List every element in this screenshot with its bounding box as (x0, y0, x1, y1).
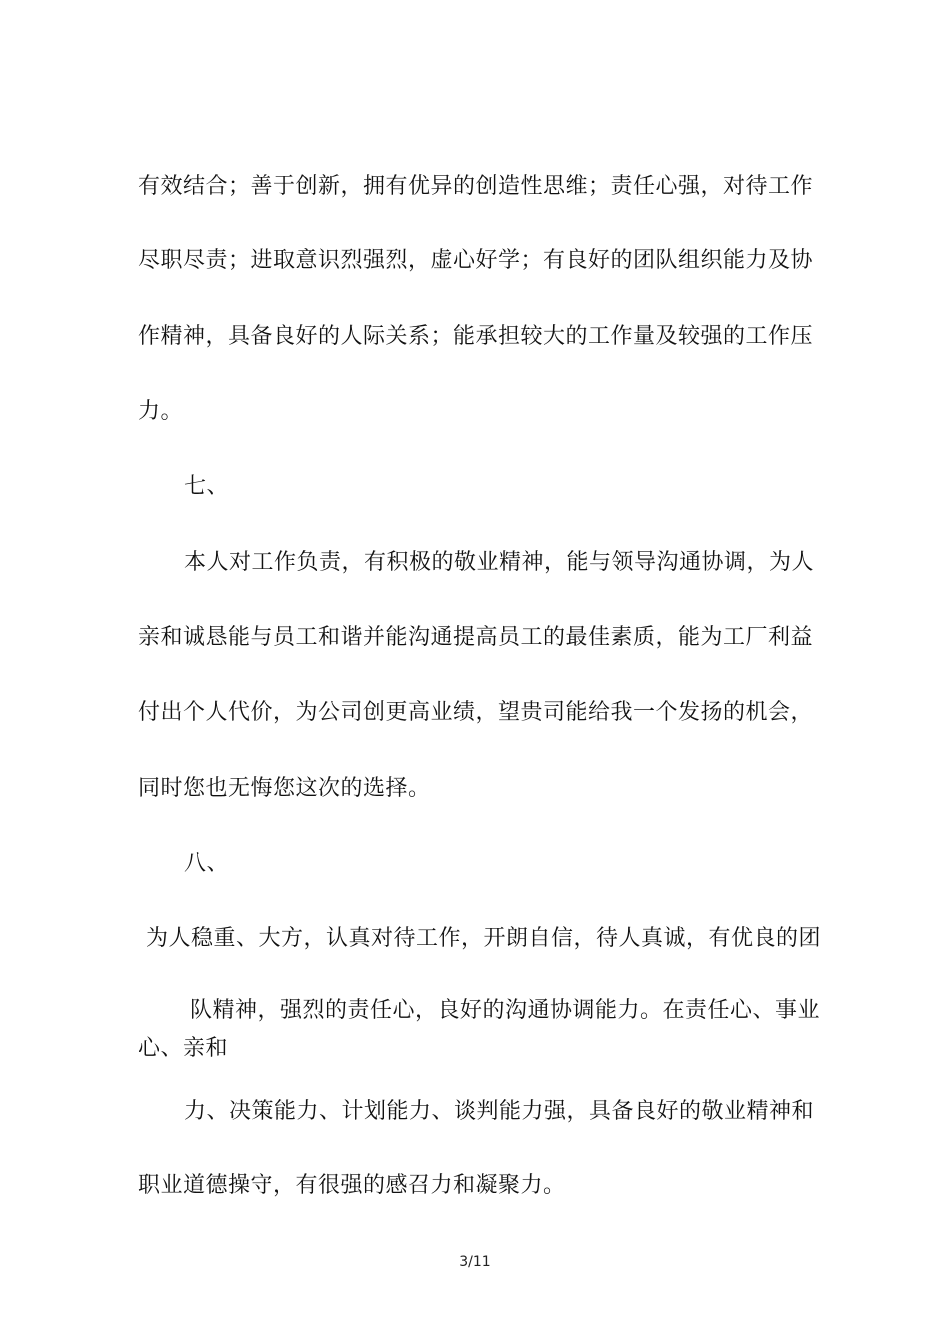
section-heading-8: 八、 (184, 851, 230, 876)
paragraph-line: 同时您也无悔您这次的选择。 (138, 776, 431, 801)
paragraph-line: 职业道德操守，有很强的感召力和凝聚力。 (138, 1173, 566, 1198)
paragraph-line: 队精神，强烈的责任心，良好的沟通协调能力。在责任心、事业 (190, 998, 821, 1023)
paragraph-line: 本人对工作负责，有积极的敬业精神，能与领导沟通协调，为人 (184, 550, 815, 575)
paragraph-line: 有效结合；善于创新，拥有优异的创造性思维；责任心强，对待工作 (138, 174, 814, 199)
paragraph-line: 为人稳重、大方，认真对待工作，开朗自信，待人真诚，有优良的团 (146, 926, 822, 951)
paragraph-line: 作精神，具备良好的人际关系；能承担较大的工作量及较强的工作压 (138, 324, 814, 349)
paragraph-line: 付出个人代价，为公司创更高业绩，望贵司能给我一个发扬的机会， (138, 700, 814, 725)
section-heading-7: 七、 (184, 474, 230, 499)
paragraph-line: 力。 (138, 399, 184, 424)
page-number: 3/11 (459, 1254, 491, 1270)
paragraph-line: 亲和诚恳能与员工和谐并能沟通提高员工的最佳素质，能为工厂利益 (138, 625, 814, 650)
paragraph-line: 力、决策能力、计划能力、谈判能力强，具备良好的敬业精神和 (184, 1099, 815, 1124)
paragraph-line: 尽职尽责；进取意识烈强烈，虚心好学；有良好的团队组织能力及协 (138, 248, 814, 273)
paragraph-line: 心、亲和 (138, 1036, 229, 1061)
